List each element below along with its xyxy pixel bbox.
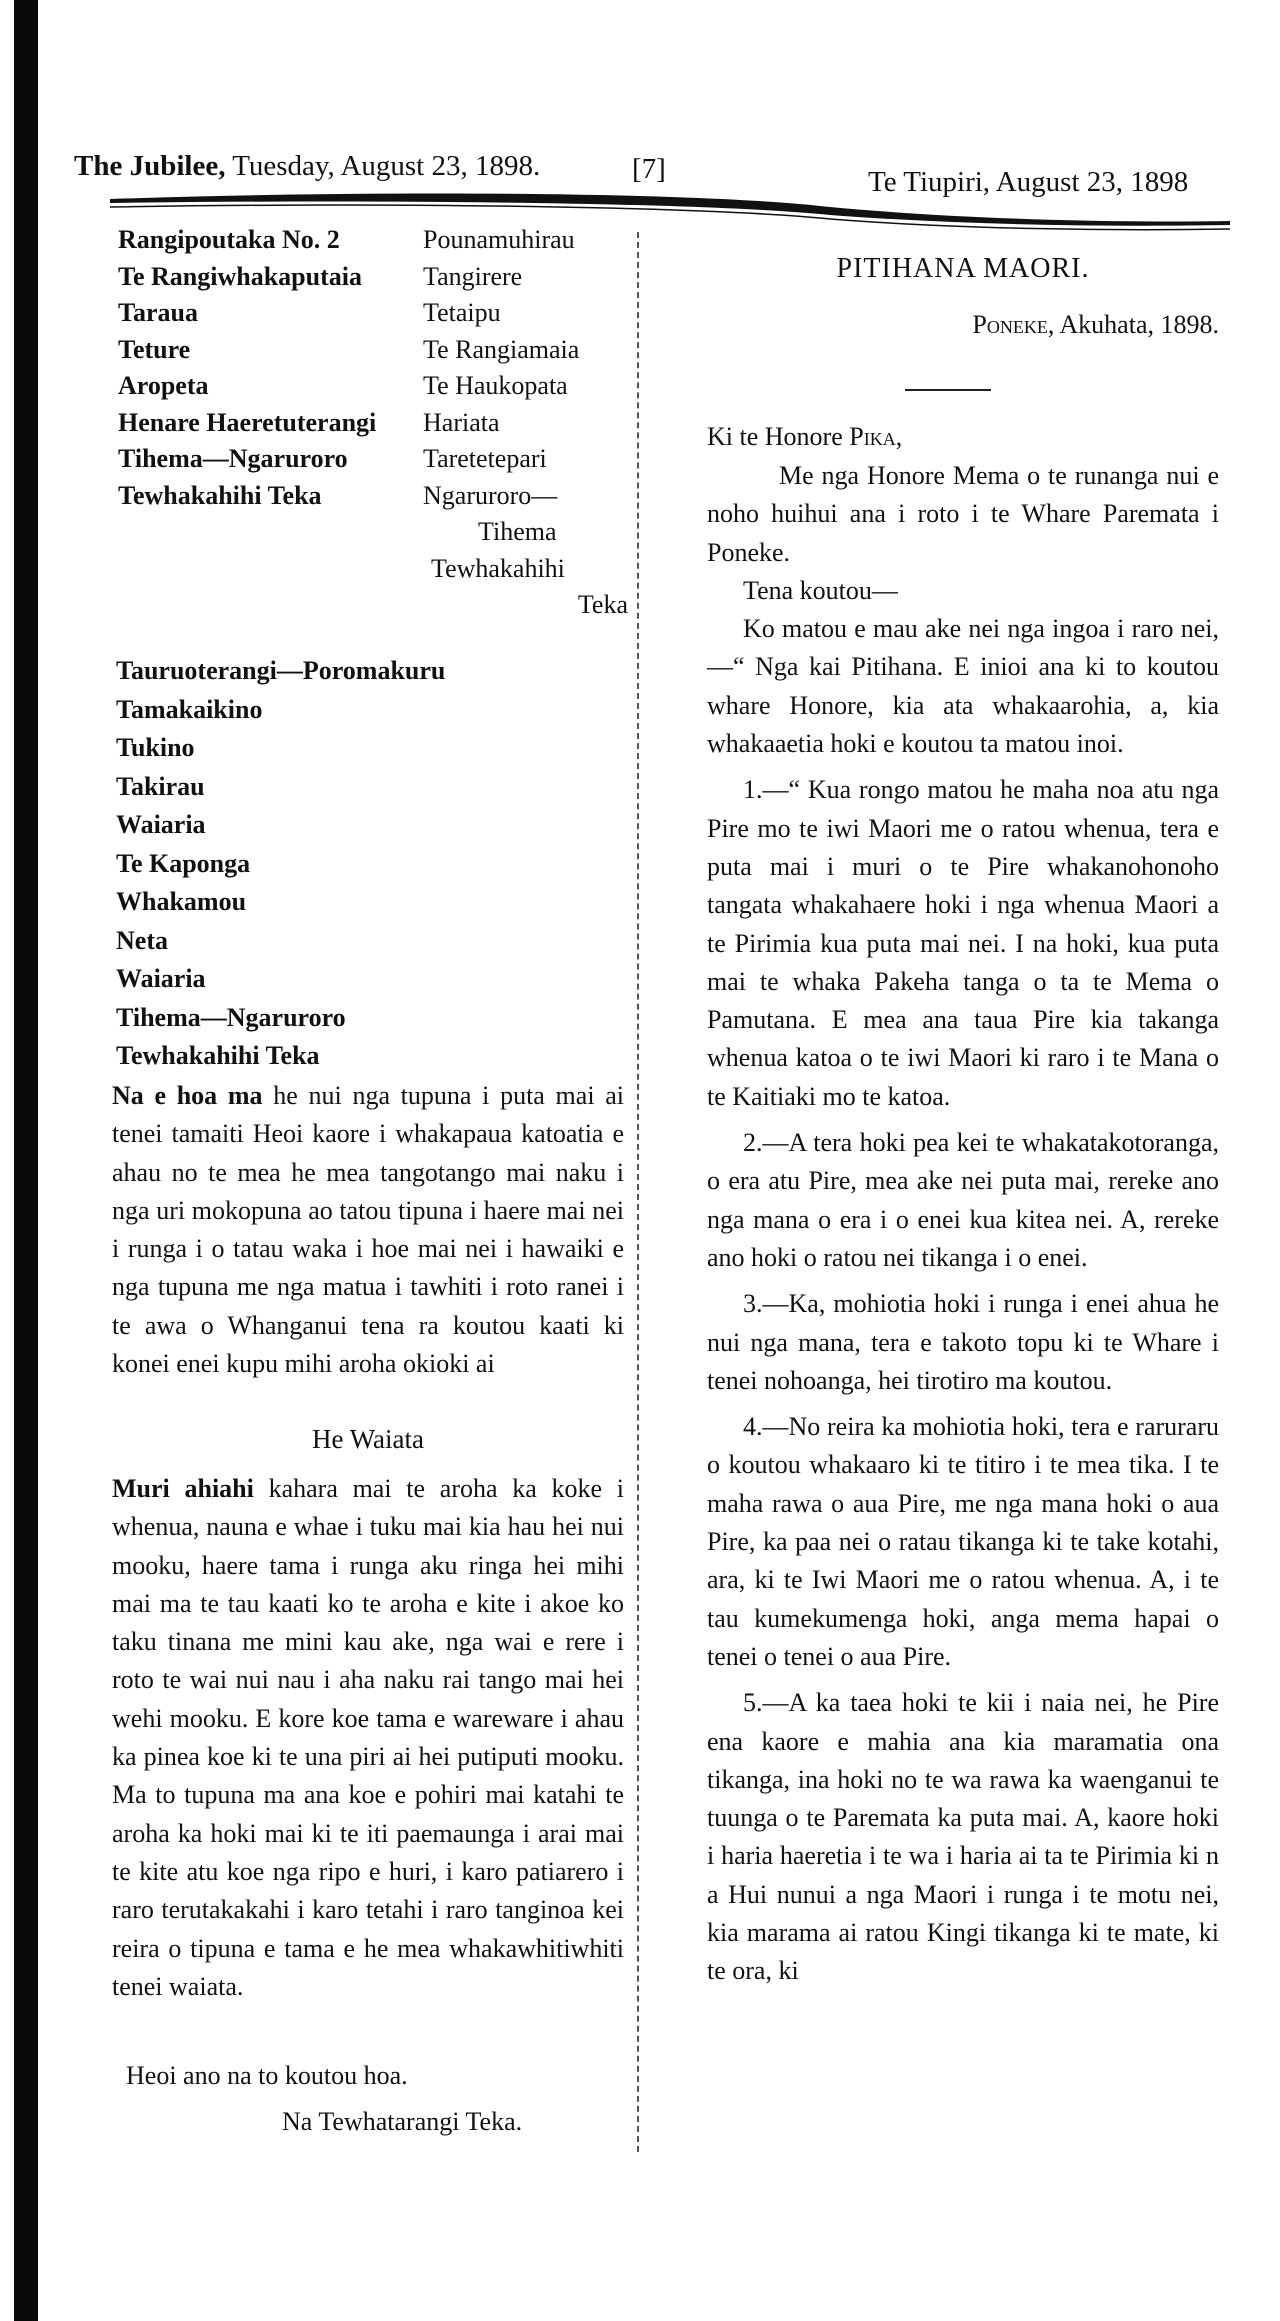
name: Te Rangiwhakaputaia — [118, 261, 362, 291]
newspaper-title: The Jubilee, — [74, 150, 226, 182]
song-title: He Waiata — [311, 1424, 425, 1454]
salutation-text: Ki te Honore — [707, 422, 850, 451]
name: Aropeta — [118, 371, 209, 400]
dateline-date: , Akuhata, 1898. — [1047, 310, 1219, 339]
paragraph: 4.—No reira ka mohiotia hoki, tera e raruraru o koutou whakaaro ki te titiro i te mea tika. I te maha rawa o aua Pire, me nga mana hoki o aua Pire, ka paa nei o ratau tikanga ki te take kotahi, ara, ki te Iwi Maori me o ratou whenua. A, i te tau kumekumenga hoki, anga mema hapai o tenei o tenei o aua Pire. — [707, 1412, 1219, 1671]
article-title: PITIHANA MAORI. — [836, 253, 1090, 284]
name: Henare Haeretuterangi — [118, 407, 377, 437]
column-divider — [637, 232, 639, 2152]
name: Whakamou — [116, 887, 247, 916]
song-lead: Muri ahiahi — [112, 1474, 254, 1503]
name: Tauruoterangi—Poromakuru — [116, 656, 446, 685]
name: Te Rangiamaia — [423, 334, 580, 364]
closing-line: Heoi ano na to koutou hoa. — [126, 2061, 408, 2090]
name: Tukino — [116, 733, 195, 762]
intro-lead: Na e hoa ma — [112, 1081, 263, 1110]
paragraph: 1.—“ Kua rongo matou he maha noa atu nga Pire mo te iwi Maori me o ratou whenua, tera e puta mai i muri o te Pire whakanohonoho tangata whakahaere hoki i nga whenua Maori a te Pirimia kua puta mai nei. I na hoki, kua puta mai te whaka Pakeha tanga o ta te Mema o Pamutana. E mea ana taua Pire kia takanga whenua katoa o te iwi Maori ki raro i te Mana o te Kaitiaki mo te katoa. — [707, 775, 1219, 1111]
name: Tihema—Ngaruroro — [118, 444, 348, 473]
signature: Na Tewhatarangi Teka. — [282, 2107, 523, 2136]
petition-body — [707, 457, 1219, 1991]
salutation — [707, 418, 1219, 456]
paragraph: 3.—Ka, mohiotia hoki i runga i enei ahua he nui nga mana, tera e takoto topu ki te Whare i tenei nohoanga, hei tirotiro ma koutou. — [707, 1289, 1219, 1395]
name: Taretetepari — [423, 444, 547, 473]
dateline-place: Poneke — [972, 310, 1048, 339]
paragraph: 2.—A tera hoki pea kei te whakatakotoranga, o era atu Pire, mea ake nei puta mai, rereke ano nga mana o era i o enei kua kitea nei. A, rereke ano hoki o ratou nei tikanga i o enei. — [707, 1128, 1219, 1272]
paragraph: Ko matou e mau ake nei nga ingoa i raro nei,—“ Nga kai Pitihana. E inioi ana ki to koutou whare Honore, kia ata whakaarohia, a, kia whakaaetia hoki e koutou ta matou inoi. — [707, 614, 1219, 759]
name: Te Haukopata — [423, 371, 568, 400]
header-date: Tuesday, August 23, 1898. — [232, 150, 541, 182]
name: Tetaipu — [423, 298, 501, 327]
salutation-name: Pika — [849, 422, 896, 451]
name: Rangipoutaka No. 2 — [118, 225, 340, 254]
name: Tihema — [478, 517, 557, 546]
name: Takirau — [116, 771, 205, 801]
song-paragraph — [112, 1470, 624, 2006]
salutation-end: , — [895, 422, 903, 451]
paragraph: 5.—A ka taea hoki te kii i naia nei, he Pire ena kaore e mahia ana kia maramatia ona tikanga, ina hoki no te wa rawa ka waenganui te tuunga o te Paremata ka puta mai. A, kaore hoki i haria haeretia i te wa i haria ai ta te Pirimia ki n a Hui nunui a nga Maori i runga i te motu nei, kia marama ai ratou Kingi tikanga ki te mate, ki te ora, ki — [707, 1688, 1219, 1986]
name: Hariata — [423, 407, 500, 437]
name: Te Kaponga — [116, 848, 251, 878]
name: Taraua — [118, 298, 198, 327]
dateline — [707, 310, 1219, 340]
name: Teture — [118, 334, 191, 364]
paragraph: Me nga Honore Mema o te runanga nui e noho huihui ana i roto i te Whare Paremata i Poneke. — [707, 461, 1219, 567]
name: Tewhakahihi — [431, 553, 565, 583]
page-number: [7] — [632, 153, 666, 185]
name: Ngaruroro— — [423, 480, 558, 510]
names-list — [116, 652, 445, 1076]
header-right: Te Tiupiri, August 23, 1898 — [868, 166, 1189, 198]
name: Tangirere — [423, 261, 523, 291]
scan-edge — [14, 0, 38, 2321]
intro-text: he nui nga tupuna i puta mai ai tenei tamaiti Heoi kaore i whakapaua katoatia e ahau no te mea he mea tangotango mai naku i nga uri mokopuna ao tatou tipuna i haere mai nei i runga i o tatau waka i hoe mai nei i hawaiki e nga tupuna me nga matua i tawhiti i roto ranei i te awa o Whanganui tena ra koutou kaati ki konei enei kupu mihi aroha okioki ai — [112, 1081, 625, 1379]
name: Pounamuhirau — [423, 225, 575, 254]
header-left — [74, 150, 540, 183]
name: Tewhakahihi Teka — [116, 1041, 320, 1070]
paragraph: Tena koutou— — [743, 575, 898, 605]
title-rule — [905, 389, 991, 391]
name: Tamakaikino — [116, 694, 263, 724]
name: Teka — [577, 590, 628, 619]
song-text: kahara mai te aroha ka koke i whenua, nauna e whae i tuku mai kia hau hei nui mooku, haere tama i runga aku ringa hei mihi mai ma te tau kaati ko te aroha e kite i akoe ko taku tinana me mini kau ake, nga wai e rere i roto te wai nui nau i aha naku rai tango mai hei wehi mooku. E kore koe tama e wareware i ahau ka pinea koe ki te una piri ai hei putiputi mooku. Ma to tupuna ma ana koe e pohiri mai katahi te aroha ka hoki mai ki te iti paemaunga i arai mai te kite atu koe nga ripo e huri, i karo patiarero i raro terutakakahi i karo tetahi i raro tanginoa kei reira o tipuna e tama e he mea whakawhitiwhiti tenei waiata. — [112, 1474, 624, 2001]
names-table — [118, 222, 628, 624]
name: Waiaria — [116, 964, 206, 993]
name: Neta — [116, 925, 168, 955]
intro-paragraph — [112, 1077, 624, 1383]
name: Tewhakahihi Teka — [118, 480, 322, 510]
name: Waiaria — [116, 810, 206, 839]
name: Tihema—Ngaruroro — [116, 1002, 346, 1032]
